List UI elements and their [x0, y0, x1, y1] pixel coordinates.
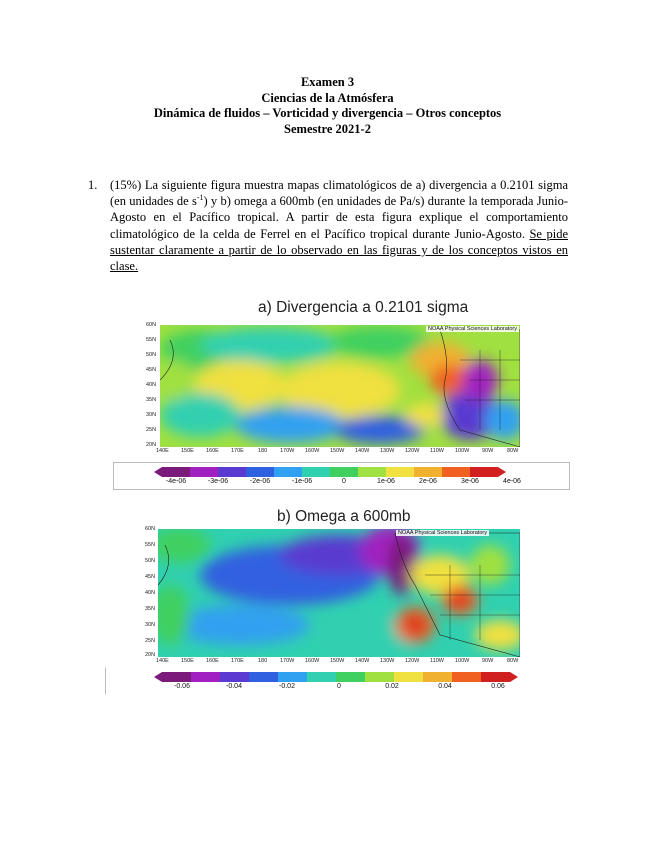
lon-label: 100W: [455, 658, 470, 664]
lon-label: 140E: [156, 658, 169, 664]
lat-label: 20N: [145, 652, 156, 658]
question-1: [88, 177, 568, 274]
lat-label: 55N: [145, 542, 156, 548]
lat-label: 45N: [146, 367, 157, 373]
colorbar-b-label: -0.02: [279, 683, 295, 690]
lat-label: 60N: [146, 322, 157, 328]
lat-label: 60N: [145, 526, 156, 532]
lat-label: 35N: [146, 397, 157, 403]
figure-b-source: NOAA Physical Sciences Laboratory: [398, 530, 487, 536]
unit-exponent: -1: [196, 193, 204, 203]
lon-label: 180: [258, 448, 268, 454]
lon-label: 130W: [380, 658, 395, 664]
exam-topic: Dinámica de fluidos – Vorticidad y divergencia – Otros conceptos: [153, 106, 502, 120]
figure-a-colorbar: [113, 462, 570, 490]
lon-label: 110W: [430, 658, 444, 664]
exam-course: Ciencias de la Atmósfera: [261, 90, 394, 105]
question-instruction: Se pide sustentar claramente a partir de lo observado en las figuras y de los conceptos vistos en clase.: [110, 226, 568, 274]
omega-map-graphic: [140, 525, 565, 665]
colorbar-b-strip: [106, 670, 568, 684]
lon-label: 170W: [280, 448, 295, 454]
colorbar-a-strip: [114, 465, 569, 479]
lat-label: 50N: [146, 352, 157, 358]
question-text-b: ) y b) omega a 600mb (en unidades de Pa/s) durante la temporada Junio-Agosto en el Pacífico tropical. A partir de esta figura explique el comportamiento climatológico de la celda de Ferrel en el Pacífico tropical durante Junio-Agosto.: [110, 194, 568, 241]
figure-b-title: b) Omega a 600mb: [277, 508, 411, 525]
lon-label: 160E: [206, 448, 219, 454]
colorbar-b-label: 0.02: [385, 683, 399, 690]
figure-b-colorbar: [105, 667, 569, 695]
lon-label: 140W: [355, 448, 370, 454]
lon-label: 130W: [380, 448, 395, 454]
figure-a-map: [140, 320, 565, 455]
lat-label: 45N: [145, 574, 156, 580]
lat-label: 50N: [145, 558, 156, 564]
lon-label: 140E: [156, 448, 169, 454]
lat-label: 35N: [145, 606, 156, 612]
lon-label: 120W: [405, 658, 420, 664]
colorbar-b-label: -0.04: [226, 683, 242, 690]
lat-label: 25N: [145, 638, 156, 644]
lon-label: 90W: [482, 448, 494, 454]
lat-label: 40N: [145, 590, 156, 596]
colorbar-a-label: -2e-06: [249, 478, 271, 485]
figure-a-source: NOAA Physical Sciences Laboratory: [428, 326, 517, 332]
colorbar-a-label: 3e-06: [461, 478, 479, 485]
lon-label: 120W: [405, 448, 420, 454]
lon-label: 100W: [455, 448, 470, 454]
lon-label: 170W: [280, 658, 295, 664]
lat-label: 55N: [146, 337, 157, 343]
question-text: [110, 177, 568, 274]
lon-label: 90W: [482, 658, 494, 664]
lat-label: 40N: [146, 382, 157, 388]
question-text-a: (15%) La siguiente figura muestra mapas climatológicos de a) divergencia a 0.2101 sigma (en unidades de s: [110, 178, 568, 209]
colorbar-b-label: 0: [337, 683, 341, 690]
lat-label: 30N: [146, 412, 157, 418]
lon-label: 170E: [231, 448, 244, 454]
exam-header: [0, 75, 655, 137]
colorbar-a-label: 2e-06: [419, 478, 437, 485]
divergence-map-graphic: [140, 320, 565, 455]
colorbar-a-label: 1e-06: [377, 478, 395, 485]
lon-label: 150E: [181, 658, 194, 664]
lon-label: 80W: [507, 448, 519, 454]
lon-label: 160W: [305, 448, 320, 454]
lat-label: 20N: [146, 442, 157, 448]
colorbar-a-label: -4e-06: [165, 478, 187, 485]
exam-semester: Semestre 2021-2: [284, 121, 371, 136]
figure-a-title: a) Divergencia a 0.2101 sigma: [258, 299, 469, 316]
lon-label: 160E: [206, 658, 219, 664]
colorbar-a-label: 4e-06: [503, 478, 521, 485]
colorbar-a-label: 0: [342, 478, 346, 485]
lon-label: 150W: [330, 658, 345, 664]
colorbar-b-label: -0.06: [174, 683, 190, 690]
colorbar-b-label: 0.04: [438, 683, 452, 690]
figure-b-map: [140, 525, 565, 665]
lon-label: 150E: [181, 448, 194, 454]
lon-label: 110W: [430, 448, 444, 454]
lon-label: 160W: [305, 658, 320, 664]
lon-label: 140W: [355, 658, 370, 664]
lat-label: 30N: [145, 622, 156, 628]
lon-label: 150W: [330, 448, 345, 454]
colorbar-a-label: -3e-06: [207, 478, 229, 485]
colorbar-b-label: 0.06: [491, 683, 505, 690]
exam-title: Examen 3: [300, 75, 355, 89]
question-number: 1.: [88, 178, 98, 192]
lat-label: 25N: [146, 427, 157, 433]
lon-label: 180: [258, 658, 268, 664]
lon-label: 80W: [507, 658, 519, 664]
colorbar-a-label: -1e-06: [291, 478, 313, 485]
lon-label: 170E: [231, 658, 244, 664]
